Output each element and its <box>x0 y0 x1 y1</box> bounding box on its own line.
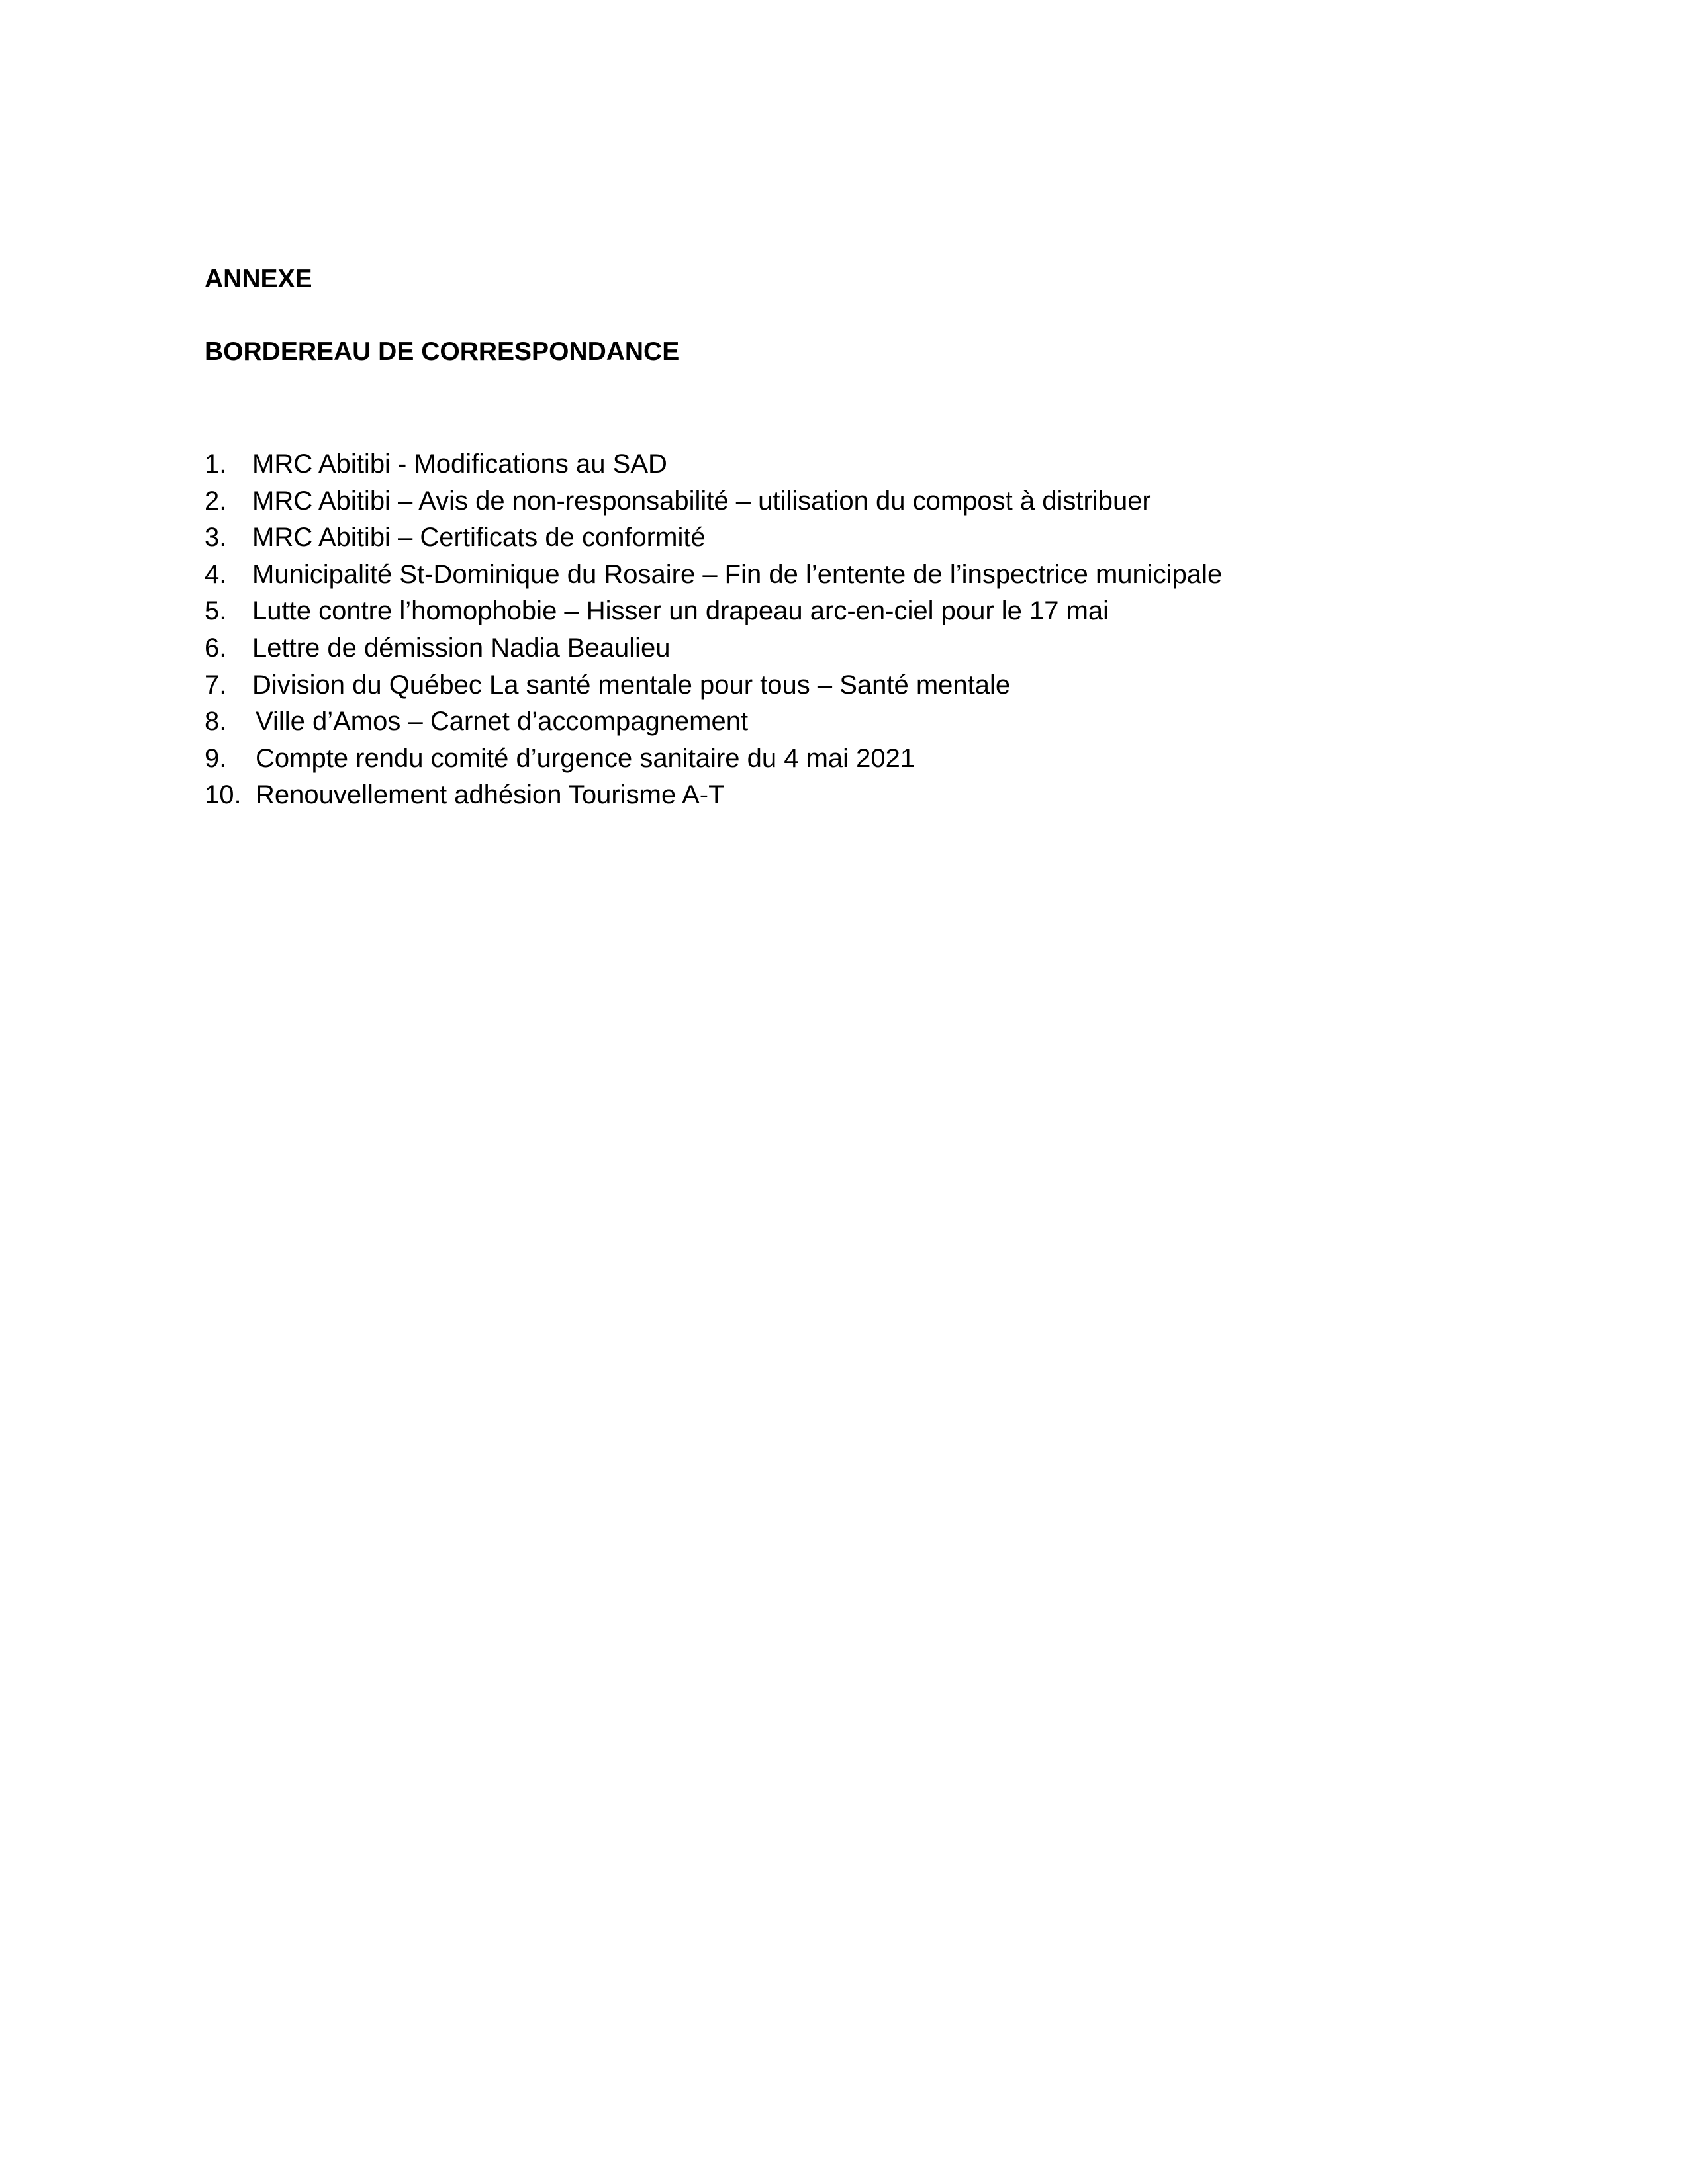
item-number: 8. <box>205 707 227 737</box>
item-text: MRC Abitibi – Certificats de conformité <box>252 523 706 553</box>
list-item <box>205 667 1222 704</box>
list-item <box>205 520 1222 557</box>
item-text: Ville d’Amos – Carnet d’accompagnement <box>256 707 749 737</box>
item-number: 3. <box>205 523 227 553</box>
item-number: 1. <box>205 449 227 478</box>
item-text: Renouvellement adhésion Tourisme A-T <box>256 780 725 810</box>
correspondence-list <box>205 446 1222 814</box>
list-item <box>205 777 1222 814</box>
item-number: 7. <box>205 670 227 700</box>
item-number: 6. <box>205 633 227 662</box>
item-text: Lutte contre l’homophobie – Hisser un drapeau arc-en-ciel pour le 17 mai <box>252 596 1109 626</box>
list-item <box>205 704 1222 741</box>
item-text: MRC Abitibi - Modifications au SAD <box>252 449 667 478</box>
section-title: BORDEREAU DE CORRESPONDANCE <box>205 338 680 366</box>
item-number: 9. <box>205 743 227 773</box>
annex-title: ANNEXE <box>205 265 312 293</box>
item-number: 5. <box>205 596 227 626</box>
item-text: Compte rendu comité d’urgence sanitaire du 4 mai 2021 <box>256 743 915 773</box>
item-text: Municipalité St-Dominique du Rosaire – Fin de l’entente de l’inspectrice municipale <box>252 559 1223 589</box>
list-item <box>205 741 1222 778</box>
item-number: 10. <box>205 780 242 810</box>
item-number: 2. <box>205 486 227 516</box>
item-number: 4. <box>205 559 227 589</box>
list-item <box>205 557 1222 594</box>
list-item <box>205 630 1222 667</box>
item-text: Division du Québec La santé mentale pour tous – Santé mentale <box>252 670 1011 700</box>
list-item <box>205 593 1222 630</box>
item-text: Lettre de démission Nadia Beaulieu <box>252 633 671 662</box>
list-item <box>205 446 1222 483</box>
item-text: MRC Abitibi – Avis de non-responsabilité – utilisation du compost à distribuer <box>252 486 1151 516</box>
list-item <box>205 483 1222 520</box>
